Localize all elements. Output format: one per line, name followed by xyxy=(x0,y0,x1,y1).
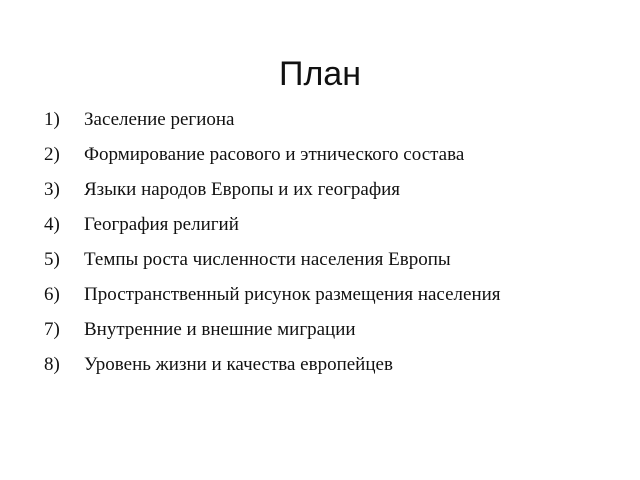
list-item-number: 2) xyxy=(44,144,60,165)
slide-title: План xyxy=(279,55,361,93)
list-item xyxy=(44,277,624,312)
list-item xyxy=(44,207,624,242)
list-item-number: 5) xyxy=(44,249,60,270)
list-item xyxy=(44,102,624,137)
list-item-number: 3) xyxy=(44,179,60,200)
list-item-text: Языки народов Европы и их география xyxy=(84,179,401,200)
list-item xyxy=(44,137,624,172)
plan-list xyxy=(44,102,624,382)
list-item-number: 7) xyxy=(44,319,60,340)
list-item-number: 8) xyxy=(44,354,60,375)
list-item-text: Формирование расового и этнического состава xyxy=(84,144,465,165)
list-item xyxy=(44,242,624,277)
list-item-text: Пространственный рисунок размещения населения xyxy=(84,284,501,305)
list-item-text: География религий xyxy=(84,214,239,235)
list-item-text: Темпы роста численности населения Европы xyxy=(84,249,451,270)
list-item xyxy=(44,312,624,347)
list-item-text: Заселение региона xyxy=(84,109,235,130)
list-item-text: Внутренние и внешние миграции xyxy=(84,319,356,340)
list-item-number: 1) xyxy=(44,109,60,130)
list-item-text: Уровень жизни и качества европейцев xyxy=(84,354,393,375)
list-item xyxy=(44,172,624,207)
list-item-number: 6) xyxy=(44,284,60,305)
list-item xyxy=(44,347,624,382)
list-item-number: 4) xyxy=(44,214,60,235)
